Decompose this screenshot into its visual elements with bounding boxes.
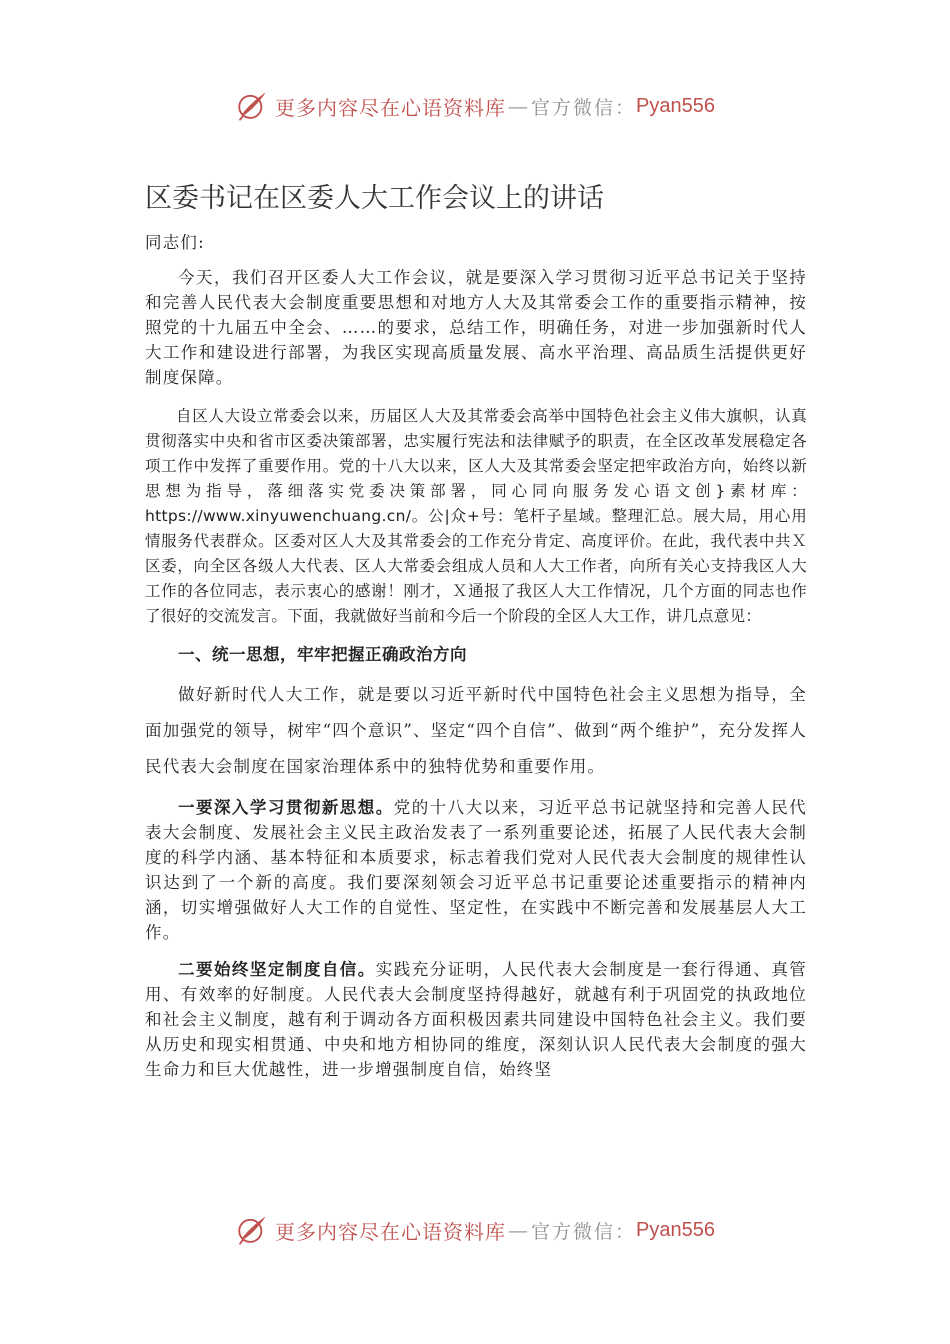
point-2-lead: 二要始终坚定制度自信。 — [178, 960, 376, 979]
paragraph-section1-intro: 做好新时代人大工作，就是要以习近平新时代中国特色社会主义思想为指导，全面加强党的领导，树牢“四个意识”、坚定“四个自信”、做到“两个维护”，充分发挥人民代表大会制度在国家治理体系中的独特优势和重要作用。 — [145, 685, 807, 776]
document-title: 区委书记在区委人大工作会议上的讲话 — [145, 183, 604, 214]
footer-banner-label: 官方微信： — [531, 1220, 637, 1243]
footer-banner-main-text: 更多内容尽在心语资料库 — [275, 1219, 506, 1244]
greeting: 同志们: — [145, 233, 205, 252]
banner-label: 官方微信： — [531, 96, 637, 119]
paragraph-background: 自区人大设立常委会以来，历届区人大及其常委会高举中国特色社会主义伟大旗帜，认真贯彻落实中央和省市区委决策部署，忠实履行宪法和法律赋予的职责，在全区改革发展稳定各项工作中发挥了重要作用。党的十八大以来，区人大及其常委会坚定把牢政治方向，始终以新思想为指导，落细落实党委决策部署，同心同向服务发心语文创}素材库：https://www.xinyuwenchuang.cn/。公|众+号：笔杆子星域。整理汇总。展大局，用心用情服务代表群众。区委对区人大及其常委会的工作充分肯定、高度评价。在此，我代表中共Ｘ区委，向全区各级人大代表、区人大常委会组成人员和人大工作者，向所有关心支持我区人大工作的各位同志，表示衷心的感谢！刚才，Ｘ通报了我区人大工作情况，几个方面的同志也作了很好的交流发言。下面，我就做好当前和今后一个阶段的全区人大工作，讲几点意见： — [145, 407, 807, 625]
footer-banner — [0, 1208, 950, 1252]
footer-banner-wechat-id: Pyan556 — [636, 1218, 715, 1241]
header-banner — [0, 84, 950, 128]
quill-seal-logo-icon — [235, 89, 269, 123]
paragraph-point-1 — [145, 795, 807, 945]
document-body — [145, 230, 807, 1082]
footer-banner-dash: — — [508, 1218, 529, 1242]
banner-dash: — — [508, 94, 529, 118]
point-2-text: 实践充分证明，人民代表大会制度是一套行得通、真管用、有效率的好制度。人民代表大会制度坚持得越好，就越有利于巩固党的执政地位和社会主义制度，越有利于调动各方面积极因素共同建设中国特色社会主义。我们要从历史和现实相贯通、中央和地方相协同的维度，深刻认识人民代表大会制度的强大生命力和巨大优越性，进一步增强制度自信，始终坚 — [145, 960, 807, 1079]
paragraph-point-2 — [145, 957, 807, 1082]
point-1-text: 党的十八大以来，习近平总书记就坚持和完善人民代表大会制度、发展社会主义民主政治发表了一系列重要论述，拓展了人民代表大会制度的科学内涵、基本特征和本质要求，标志着我们党对人民代表大会制度的规律性认识达到了一个新的高度。我们要深刻领会习近平总书记重要论述重要指示的精神内涵，切实增强做好人大工作的自觉性、坚定性，在实践中不断完善和发展基层人大工作。 — [145, 798, 807, 942]
banner-main-text: 更多内容尽在心语资料库 — [275, 95, 506, 120]
section-heading-1: 一、统一思想，牢牢把握正确政治方向 — [178, 645, 467, 664]
point-1-lead: 一要深入学习贯彻新思想。 — [178, 798, 394, 817]
paragraph-intro: 今天，我们召开区委人大工作会议，就是要深入学习贯彻习近平总书记关于坚持和完善人民代表大会制度重要思想和对地方人大及其常委会工作的重要指示精神，按照党的十九届五中全会、……的要求，总结工作，明确任务，对进一步加强新时代人大工作和建设进行部署，为我区实现高质量发展、高水平治理、高品质生活提供更好制度保障。 — [145, 268, 807, 387]
quill-seal-logo-icon — [235, 1213, 269, 1247]
banner-wechat-id: Pyan556 — [636, 94, 715, 117]
